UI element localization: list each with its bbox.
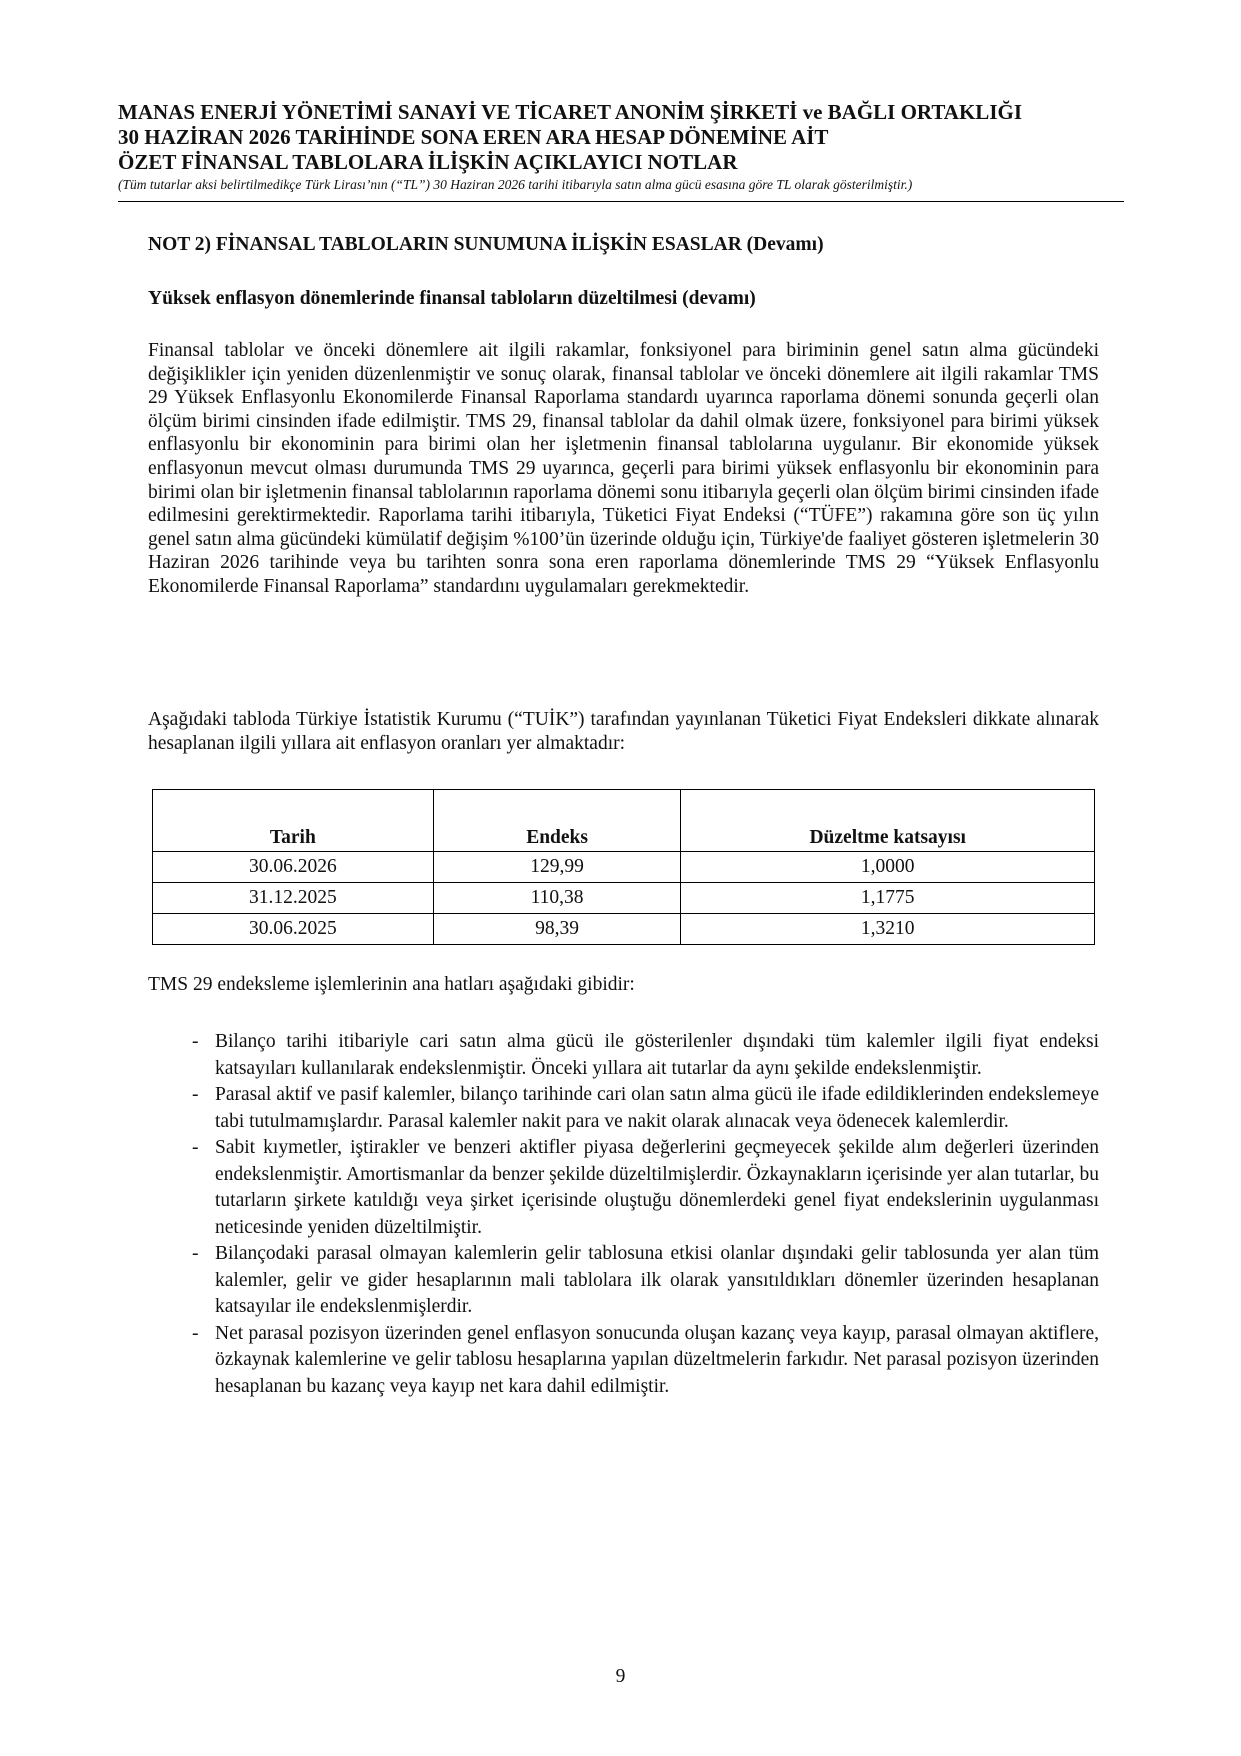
bullet-marker: - [192,1322,199,1344]
list-item [192,1082,1099,1135]
list-item [192,1029,1099,1082]
table-cell-date: 31.12.2025 [153,883,434,914]
table-cell-coefficient: 1,3210 [681,914,1095,945]
list-item-text: Parasal aktif ve pasif kalemler, bilanço tarihinde cari olan satın alma gücü ile ifade edildiklerinden endekslemeye tabi tutulmamışlardır. Parasal kalemler nakit para ve nakit olarak alınacak veya ödenecek kalemlerdir. [215,1084,1099,1132]
bullet-marker: - [192,1084,199,1105]
indexing-rules-list [192,1029,1099,1400]
header-title: ÖZET FİNANSAL TABLOLARA İLİŞKİN AÇIKLAYICI NOTLAR [118,150,738,174]
header-company-name: MANAS ENERJİ YÖNETİMİ SANAYİ VE TİCARET ANONİM ŞİRKETİ ve BAĞLI ORTAKLIĞI [118,100,1022,124]
table-cell-index: 110,38 [433,883,681,914]
table-header-row [153,790,1095,852]
table-cell-coefficient: 1,0000 [681,852,1095,883]
column-header-date: Tarih [153,790,434,852]
bullet-marker: - [192,1031,199,1052]
page-number: 9 [615,1666,626,1687]
document-header [118,100,1118,194]
table-cell-date: 30.06.2025 [153,914,434,945]
paragraph-table-intro: Aşağıdaki tabloda Türkiye İstatistik Kurumu (“TUİK”) tarafından yayınlanan Tüketici Fiyat Endeksleri dikkate alınarak hesaplanan ilgili yıllara ait enflasyon oranları yer almaktadır: [148,709,1099,754]
column-header-coefficient: Düzeltme katsayısı [681,790,1095,852]
table-cell-index: 129,99 [433,852,681,883]
table-row [153,852,1095,883]
inflation-index-table [152,789,1095,945]
bullet-marker: - [192,1243,199,1264]
list-item-text: Net parasal pozisyon üzerinden genel enflasyon sonucunda oluşan kazanç veya kayıp, parasal olmayan aktiflere, özkaynak kalemlerine ve gelir tablosu hesaplarına yapılan düzeltmelerin farkıdır. Net parasal pozisyon üzerinden hesaplanan bu kazanç veya kayıp net kara dahil edilmiştir. [215,1322,1099,1397]
column-header-index: Endeks [433,790,681,852]
table-cell-date: 30.06.2026 [153,852,434,883]
section-title: NOT 2) FİNANSAL TABLOLARIN SUNUMUNA İLİŞKİN ESASLAR (Devamı) [148,234,824,255]
table-cell-coefficient: 1,1775 [681,883,1095,914]
list-item-text: Bilanço tarihi itibariyle cari satın alma gücü ile gösterilenler dışındaki tüm kalemler ilgili fiyat endeksi katsayıları kullanılarak endekslenmiştir. Önceki yıllara ait tutarlar da aynı şekilde endekslenmiştir. [215,1031,1099,1079]
list-item [192,1321,1099,1401]
list-item-text: Bilançodaki parasal olmayan kalemlerin gelir tablosuna etkisi olanlar dışındaki gelir tablosunda yer alan tüm kalemler, gelir ve gider hesaplarının mali tablolara ilk olarak yansıtıldıkları dönemler üzerinden hesaplanan katsayılar ile endekslenmişlerdir. [215,1243,1099,1317]
subsection-title: Yüksek enflasyon dönemlerinde finansal tabloların düzeltilmesi (devamı) [148,288,756,309]
list-item [192,1135,1099,1241]
table-cell-index: 98,39 [433,914,681,945]
header-currency-note: (Tüm tutarlar aksi belirtilmedikçe Türk Lirası’nın (“TL”) 30 Haziran 2026 tarihi itibarıyla satın alma gücü esasına göre TL olarak gösterilmiştir.) [118,177,913,192]
table-row [153,914,1095,945]
list-item [192,1241,1099,1321]
bullet-marker: - [192,1137,199,1158]
header-divider [118,201,1124,202]
paragraph-indexing-intro: TMS 29 endeksleme işlemlerinin ana hatları aşağıdaki gibidir: [148,974,635,995]
table-row [153,883,1095,914]
list-item-text: Sabit kıymetler, iştirakler ve benzeri aktifler piyasa değerlerini geçmeyecek şekilde alım değerleri üzerinden endekslenmiştir. Amortismanlar da benzer şekilde düzeltilmişlerdir. Özkaynakların içerisinde yer alan tutarlar, bu tutarların şirkete katıldığı veya şirket içerisinde oluştuğu dönemlerdeki genel fiyat endekslerinin uygulanması neticesinde yeniden düzeltilmiştir. [215,1137,1100,1238]
header-period: 30 HAZİRAN 2026 TARİHİNDE SONA EREN ARA HESAP DÖNEMİNE AİT [118,125,829,149]
paragraph-tms29-intro: Finansal tablolar ve önceki dönemlere ait ilgili rakamlar, fonksiyonel para biriminin genel satın alma gücündeki değişiklikler için yeniden düzenlenmiştir ve sonuç olarak, finansal tablolar ve önceki dönemlere ait ilgili rakamlar TMS 29 Yüksek Enflasyonlu Ekonomilerde Finansal Raporlama standardı uyarınca raporlama dönemi sonunda geçerli olan ölçüm birimi cinsinden ifade edilmiştir. TMS 29, finansal tablolar da dahil olmak üzere, fonksiyonel para birimi yüksek enflasyonlu bir ekonominin para birimi olan her işletmenin finansal tablolarına uygulanır. Bir ekonomide yüksek enflasyonun mevcut olması durumunda TMS 29 uyarınca, geçerli para birimi yüksek enflasyonlu bir ekonominin para birimi olan bir işletmenin finansal tablolarının raporlama dönemi sonu itibarıyla geçerli olan ölçüm birimi cinsinden ifade edilmesini gerektirmektedir. Raporlama tarihi itibarıyla, Tüketici Fiyat Endeksi (“TÜFE”) rakamına göre son üç yılın genel satın alma gücündeki kümülatif değişim %100’ün üzerinde olduğu için, Türkiye'de faaliyet gösteren işletmelerin 30 Haziran 2026 tarihinde veya bu tarihten sonra sona eren raporlama dönemlerinde TMS 29 “Yüksek Enflasyonlu Ekonomilerde Finansal Raporlama” standardını uygulamaları gerekmektedir. [148,340,1099,597]
